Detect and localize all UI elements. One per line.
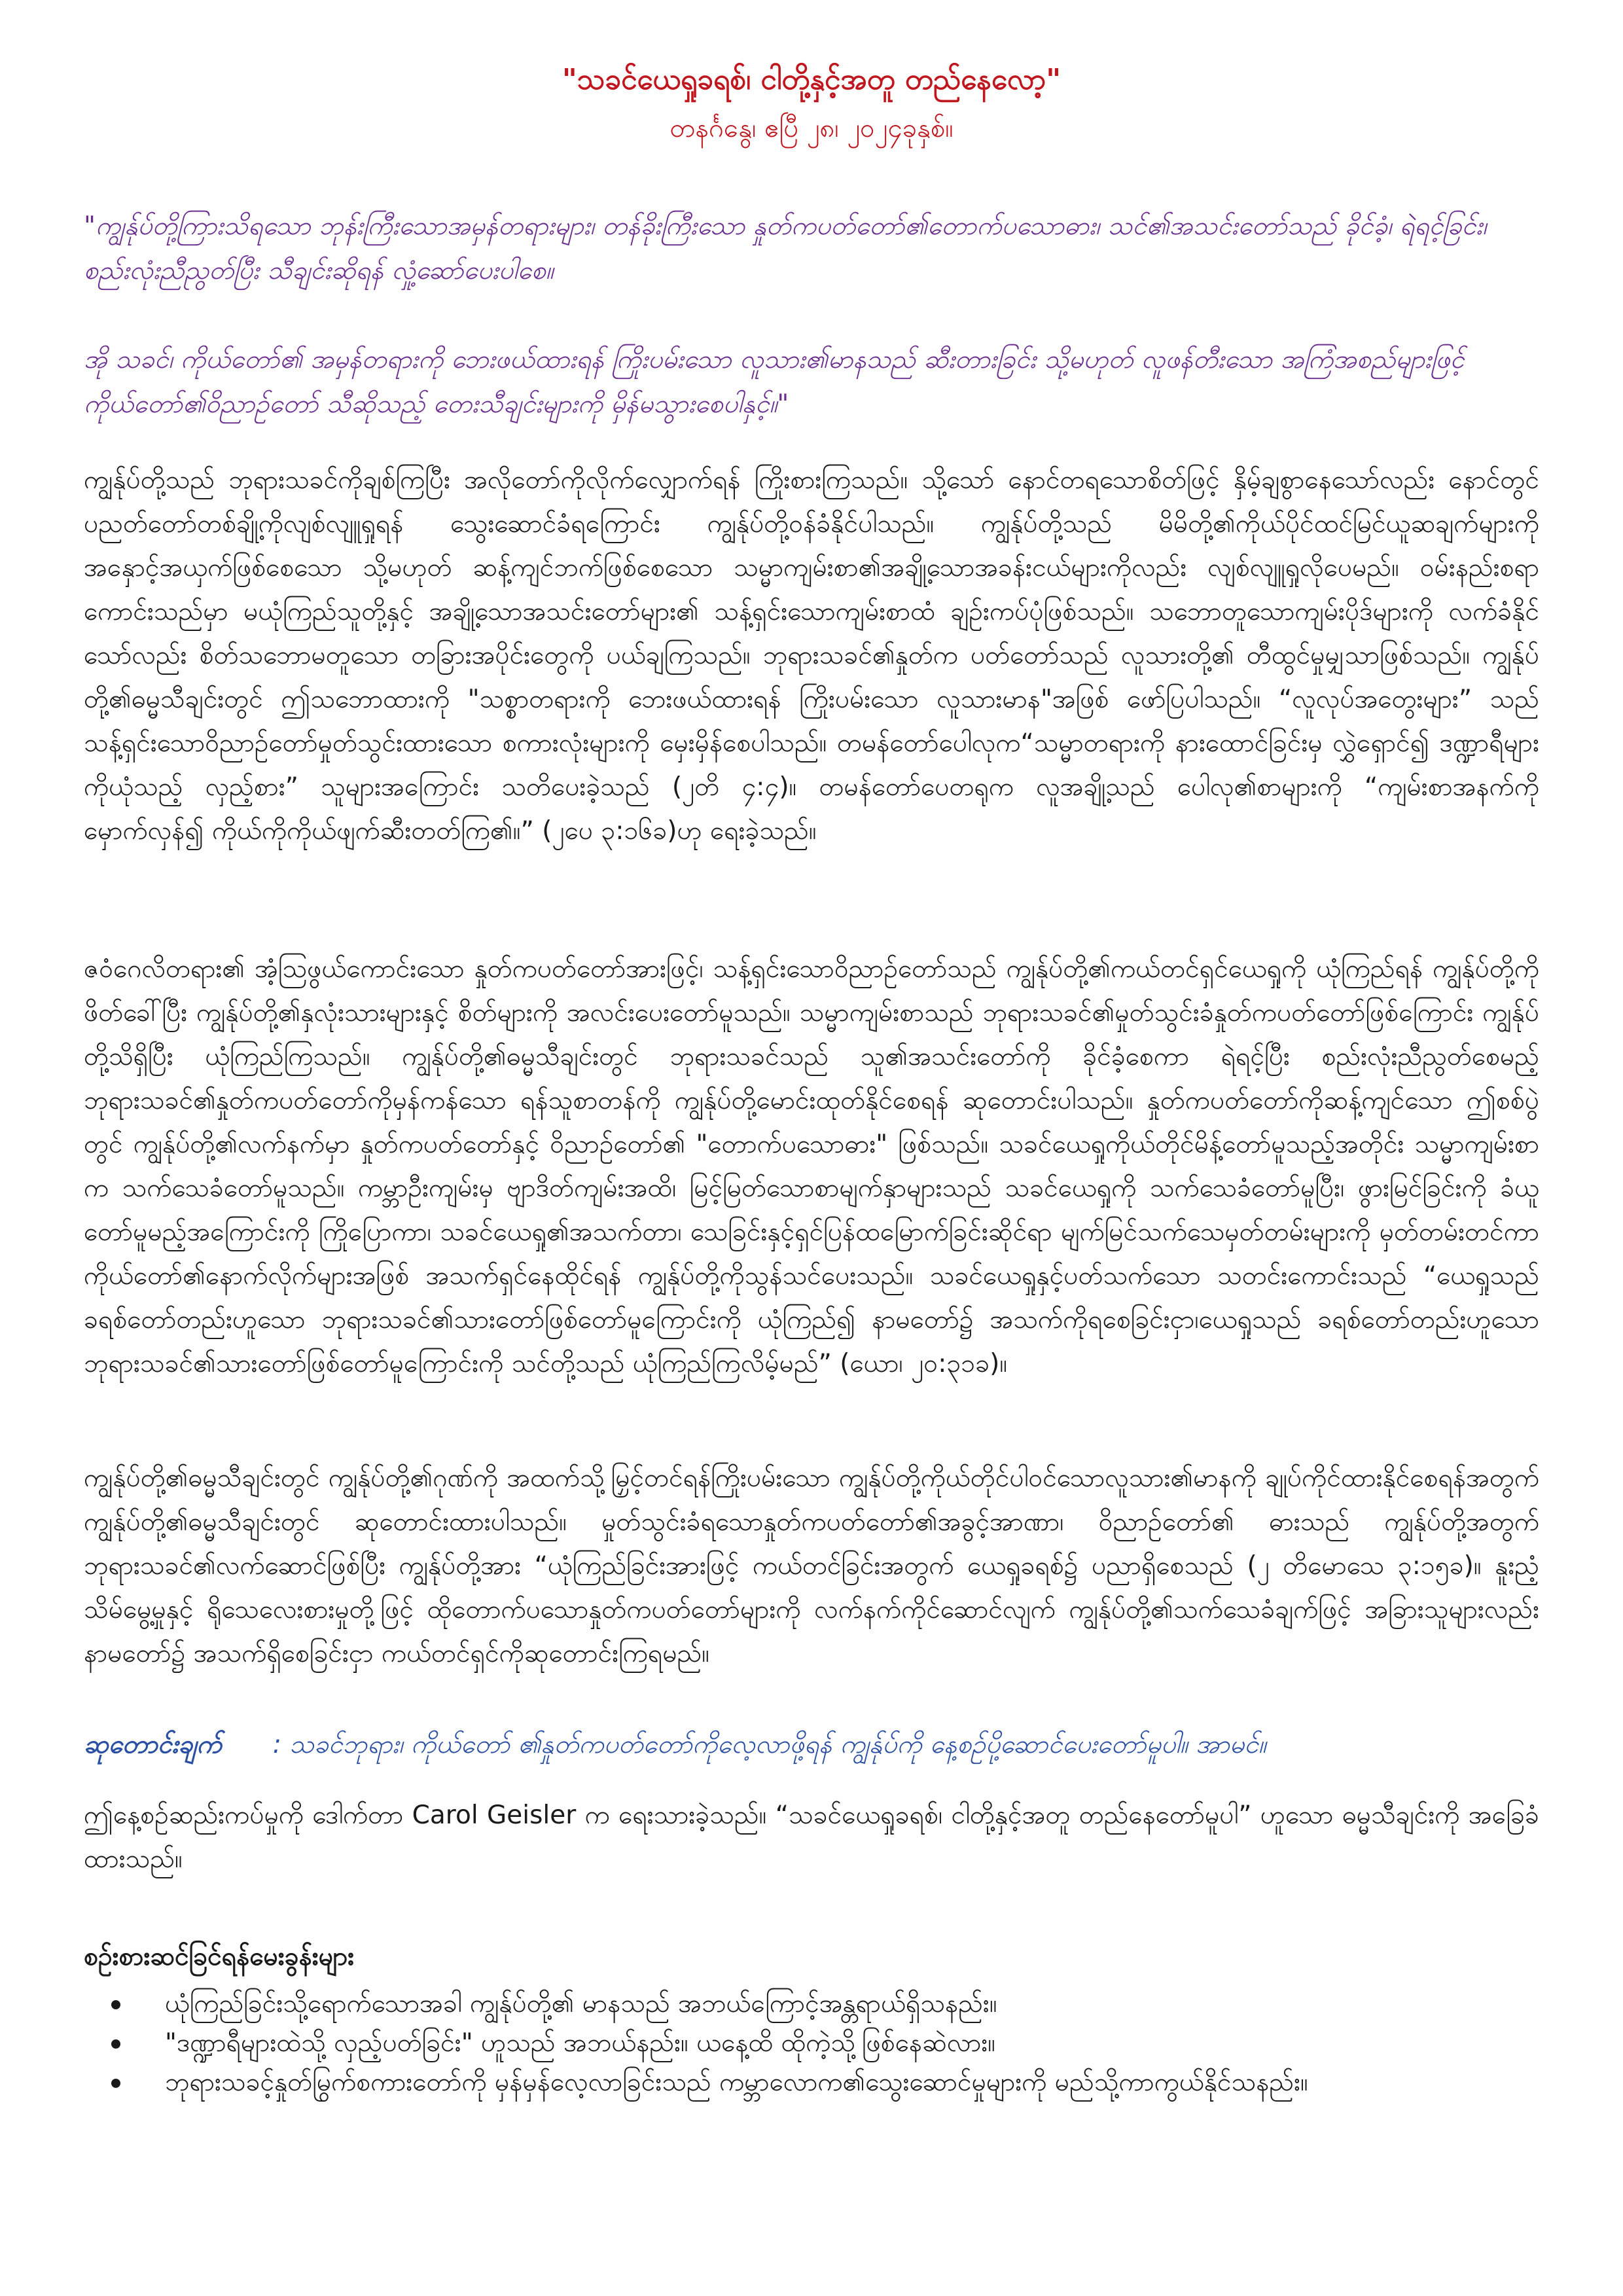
bullet-icon bbox=[111, 2039, 120, 2049]
page-date: တနင်္ဂနွေ၊ ဧပြီ ၂၈၊ ၂၀၂၄ခုနှစ်။ bbox=[669, 113, 954, 143]
question-text: ဘုရားသခင့်နှုတ်မြွက်စကားတော်ကို မှန်မှန်လေ့လာခြင်းသည် ကမ္ဘာလောက၏သွေးဆောင်မှုများကို မည်သို့ကာကွယ်နိုင်သနည်း။ bbox=[165, 2068, 1308, 2097]
page-title: "သခင်ယေရှုခရစ်၊ ငါတို့နှင့်အတူ တည်နေလော့" bbox=[562, 63, 1061, 96]
body-paragraph-3: ကျွန်ုပ်တို့၏ဓမ္မသီချင်းတွင် ကျွန်ုပ်တို့၏ဂုဏ်ကို အထက်သို့မြှင့်တင်ရန်ကြိုးပမ်းသော ကျွန်ုပ်တို့ကိုယ်တိုင်ပါဝင်သောလူသား၏မာနကို ချုပ်ကိုင်ထားနိုင်စေရန်အတွက် ကျွန်ုပ်တို့၏ဓမ္မသီချင်းတွင် ဆုတောင်းထားပါသည်။ မှုတ်သွင်းခံရသောနှုတ်ကပတ်တော်၏အခွင့်အာဏာ၊ ဝိညာဉ်တော်၏ ဓားသည် ကျွန်ုပ်တို့အတွက် ဘုရားသခင်၏လက်ဆောင်ဖြစ်ပြီး ကျွန်ုပ်တို့အား “ယုံကြည်ခြင်းအားဖြင့် ကယ်တင်ခြင်းအတွက် ယေရှုခရစ်၌ ပညာရှိစေသည် (၂ တိမောသေ ၃:၁၅ခ)။ နူးညံ့သိမ်မွေ့မှုနှင့် ရိုသေလေးစားမှုတို့ဖြင့် ထိုတောက်ပသောနှုတ်ကပတ်တော်များကို လက်နက်ကိုင်ဆောင်လျက် ကျွန်ုပ်တို့၏သက်သေခံချက်ဖြင့် အခြားသူများလည်း နာမတော်၌ အသက်ရှိစေခြင်းငှာ ကယ်တင်ရှင်ကိုဆုတောင်းကြရမည်။ bbox=[84, 1463, 1540, 1668]
opening-prayer-quote-1: "ကျွန်ုပ်တို့ကြားသိရသော ဘုန်းကြီးသောအမှန်တရားများ၊ တန်ခိုးကြီးသော နှုတ်ကပတ်တော်၏တောက်ပသောဓား၊ သင်၏အသင်းတော်သည် ခိုင်ခံ့၊ ရဲရင့်ခြင်း၊ စည်းလုံးညီညွတ်ပြီး သီချင်းဆိုရန် လှုံ့ဆော်ပေးပါစေ။ bbox=[84, 211, 1487, 285]
question-item bbox=[84, 2024, 1539, 2063]
author-credit: ဤနေ့စဉ်ဆည်းကပ်မှုကို ဒေါက်တာ Carol Geisler က ရေးသားခဲ့သည်။ “သခင်ယေရှုခရစ်၊ ငါတို့နှင့်အတူ တည်နေတော်မူပါ” ဟူသော ဓမ္မသီချင်းကို အခြေခံထားသည်။ bbox=[84, 1801, 1539, 1874]
bullet-icon bbox=[111, 2079, 120, 2088]
question-item bbox=[84, 1984, 1539, 2024]
body-paragraph-1: ကျွန်ုပ်တို့သည် ဘုရားသခင်ကိုချစ်ကြပြီး အလိုတော်ကိုလိုက်လျှောက်ရန် ကြိုးစားကြသည်။ သို့သော် နောင်တရသောစိတ်ဖြင့် နှိမ့်ချစွာနေသော်လည်း နောင်တွင် ပညတ်တော်တစ်ချို့ကိုလျစ်လျူရှုရန် သွေးဆောင်ခံရကြောင်း ကျွန်ုပ်တို့ဝန်ခံနိုင်ပါသည်။ ကျွန်ုပ်တို့သည် မိမိတို့၏ကိုယ်ပိုင်ထင်မြင်ယူဆချက်များကို အနှောင့်အယှက်ဖြစ်စေသော သို့မဟုတ် ဆန့်ကျင်ဘက်ဖြစ်စေသော သမ္မာကျမ်းစာ၏အချို့သောအခန်းငယ်များကိုလည်း လျစ်လျူရှုလိုပေမည်။ ဝမ်းနည်းစရာကောင်းသည်မှာ မယုံကြည်သူတို့နှင့် အချို့သောအသင်းတော်များ၏ သန့်ရှင်းသောကျမ်းစာထံ ချဉ်းကပ်ပုံဖြစ်သည်။ သဘောတူသောကျမ်းပိုဒ်များကို လက်ခံနိုင်သော်လည်း စိတ်သဘောမတူသော တခြားအပိုင်းတွေကို ပယ်ချကြသည်။ ဘုရားသခင်၏နှုတ်က ပတ်တော်သည် လူသားတို့၏ တီထွင်မှုမျှသာဖြစ်သည်။ ကျွန်ုပ်တို့၏ဓမ္မသီချင်းတွင် ဤသဘောထားကို "သစ္စာတရားကို ဘေးဖယ်ထားရန် ကြိုးပမ်းသော လူသားမာန"အဖြစ် ဖော်ပြပါသည်။ “လူလုပ်အတွေးများ” သည် သန့်ရှင်းသောဝိညာဉ်တော်မှုတ်သွင်းထားသော စကားလုံးများကို မှေးမှိန်စေပါသည်။ တမန်တော်ပေါလုက“သမ္မာတရားကို နားထောင်ခြင်းမှ လွှဲရှောင်၍ ဒဏ္ဍာရီများကိုယုံသည့် လှည့်စား” သူများအကြောင်း သတိပေးခဲ့သည် (၂တိ ၄:၄)။ တမန်တော်ပေတရုက လူအချို့သည် ပေါလု၏စာများကို “ကျမ်းစာအနက်ကို မှောက်လှန်၍ ကိုယ်ကိုကိုယ်ဖျက်ဆီးတတ်ကြ၏။” (၂ပေ ၃:၁၆ခ)ဟု ရေးခဲ့သည်။ bbox=[84, 465, 1539, 846]
questions-heading: စဉ်းစားဆင်ခြင်ရန်မေးခွန်းများ bbox=[84, 1942, 355, 1971]
opening-prayer-quote-2: အို သခင်၊ ကိုယ်တော်၏ အမှန်တရားကို ဘေးဖယ်ထားရန် ကြိုးပမ်းသော လူသား၏မာနသည် ဆီးတားခြင်း သို့မဟုတ် လူဖန်တီးသော အကြံအစည်များဖြင့် ကိုယ်တော်၏ဝိညာဉ်တော် သီဆိုသည့် တေးသီချင်းများကို မှိန်မသွားစေပါနှင့်။" bbox=[84, 345, 1465, 419]
closing-prayer bbox=[84, 1723, 1539, 1767]
prayer-text: : သခင်ဘုရား၊ ကိုယ်တော် ၏နှုတ်ကပတ်တော်ကိုလေ့လာဖို့ရန် ကျွန်ုပ်ကို နေ့စဉ်ပို့ဆောင်ပေးတော်မူပါ။ အာမင်။ bbox=[272, 1730, 1266, 1759]
questions-list bbox=[84, 1984, 1539, 2102]
bullet-icon bbox=[111, 2000, 120, 2009]
prayer-label: ဆုတောင်းချက် bbox=[84, 1730, 222, 1759]
question-item bbox=[84, 2063, 1539, 2102]
question-text: "ဒဏ္ဍာရီများထဲသို့ လှည့်ပတ်ခြင်း" ဟူသည် အဘယ်နည်း။ ယနေ့ထိ ထိုကဲ့သို့ဖြစ်နေဆဲလား။ bbox=[165, 2028, 996, 2058]
question-text: ယုံကြည်ခြင်းသို့ရောက်သောအခါ ကျွန်ုပ်တို့၏ မာနသည် အဘယ်ကြောင့်အန္တရာယ်ရှိသနည်း။ bbox=[165, 1989, 997, 2018]
body-paragraph-2: ဇဝံဂေလိတရား၏ အံ့ဩဖွယ်ကောင်းသော နှုတ်ကပတ်တော်အားဖြင့်၊ သန့်ရှင်းသောဝိညာဉ်တော်သည် ကျွန်ုပ်တို့၏ကယ်တင်ရှင်ယေရှုကို ယုံကြည်ရန် ကျွန်ုပ်တို့ကိုဖိတ်ခေါ်ပြီး ကျွန်ုပ်တို့၏နှလုံးသားများနှင့် စိတ်များကို အလင်းပေးတော်မူသည်။ သမ္မာကျမ်းစာသည် ဘုရားသခင်၏မှုတ်သွင်းခံနှုတ်ကပတ်တော်ဖြစ်ကြောင်း ကျွန်ုပ်တို့သိရှိပြီး ယုံကြည်ကြသည်။ ကျွန်ုပ်တို့၏ဓမ္မသီချင်းတွင် ဘုရားသခင်သည် သူ၏အသင်းတော်ကို ခိုင်ခံ့စေကာ ရဲရင့်ပြီး စည်းလုံးညီညွတ်စေမည့် ဘုရားသခင်၏နှုတ်ကပတ်တော်ကိုမှန်ကန်သော ရန်သူစာတန်ကို ကျွန်ုပ်တို့မောင်းထုတ်နိုင်စေရန် ဆုတောင်းပါသည်။ နှုတ်ကပတ်တော်ကိုဆန့်ကျင်သော ဤစစ်ပွဲတွင် ကျွန်ုပ်တို့၏လက်နက်မှာ နှုတ်ကပတ်တော်နှင့် ဝိညာဉ်တော်၏ "တောက်ပသောဓား" ဖြစ်သည်။ သခင်ယေရှုကိုယ်တိုင်မိန့်တော်မူသည့်အတိုင်း သမ္မာကျမ်းစာက သက်သေခံတော်မူသည်။ ကမ္ဘာဦးကျမ်းမှ ဗျာဒိတ်ကျမ်းအထိ၊ မြင့်မြတ်သောစာမျက်နှာများသည် သခင်ယေရှုကို သက်သေခံတော်မူပြီး၊ ဖွားမြင်ခြင်းကို ခံယူတော်မူမည့်အကြောင်းကို ကြိုပြောကာ၊ သခင်ယေရှု၏အသက်တာ၊ သေခြင်းနှင့်ရှင်ပြန်ထမြောက်ခြင်းဆိုင်ရာ မျက်မြင်သက်သေမှတ်တမ်းများကို မှတ်တမ်းတင်ကာ ကိုယ်တော်၏နောက်လိုက်များအဖြစ် အသက်ရှင်နေထိုင်ရန် ကျွန်ုပ်တို့ကိုသွန်သင်ပေးသည်။ သခင်ယေရှုနှင့်ပတ်သက်သော သတင်းကောင်းသည် “ယေရှုသည် ခရစ်တော်တည်းဟူသော ဘုရားသခင်၏သားတော်ဖြစ်တော်မူကြောင်းကို ယုံကြည်၍ နာမတော်၌ အသက်ကိုရစေခြင်းငှာ၊ယေရှုသည် ခရစ်တော်တည်းဟူသော ဘုရားသခင်၏သားတော်ဖြစ်တော်မူကြောင်းကို သင်တို့သည် ယုံကြည်ကြလိမ့်မည်” (ယော၊ ၂၀:၃၁ခ)။ bbox=[84, 954, 1539, 1378]
